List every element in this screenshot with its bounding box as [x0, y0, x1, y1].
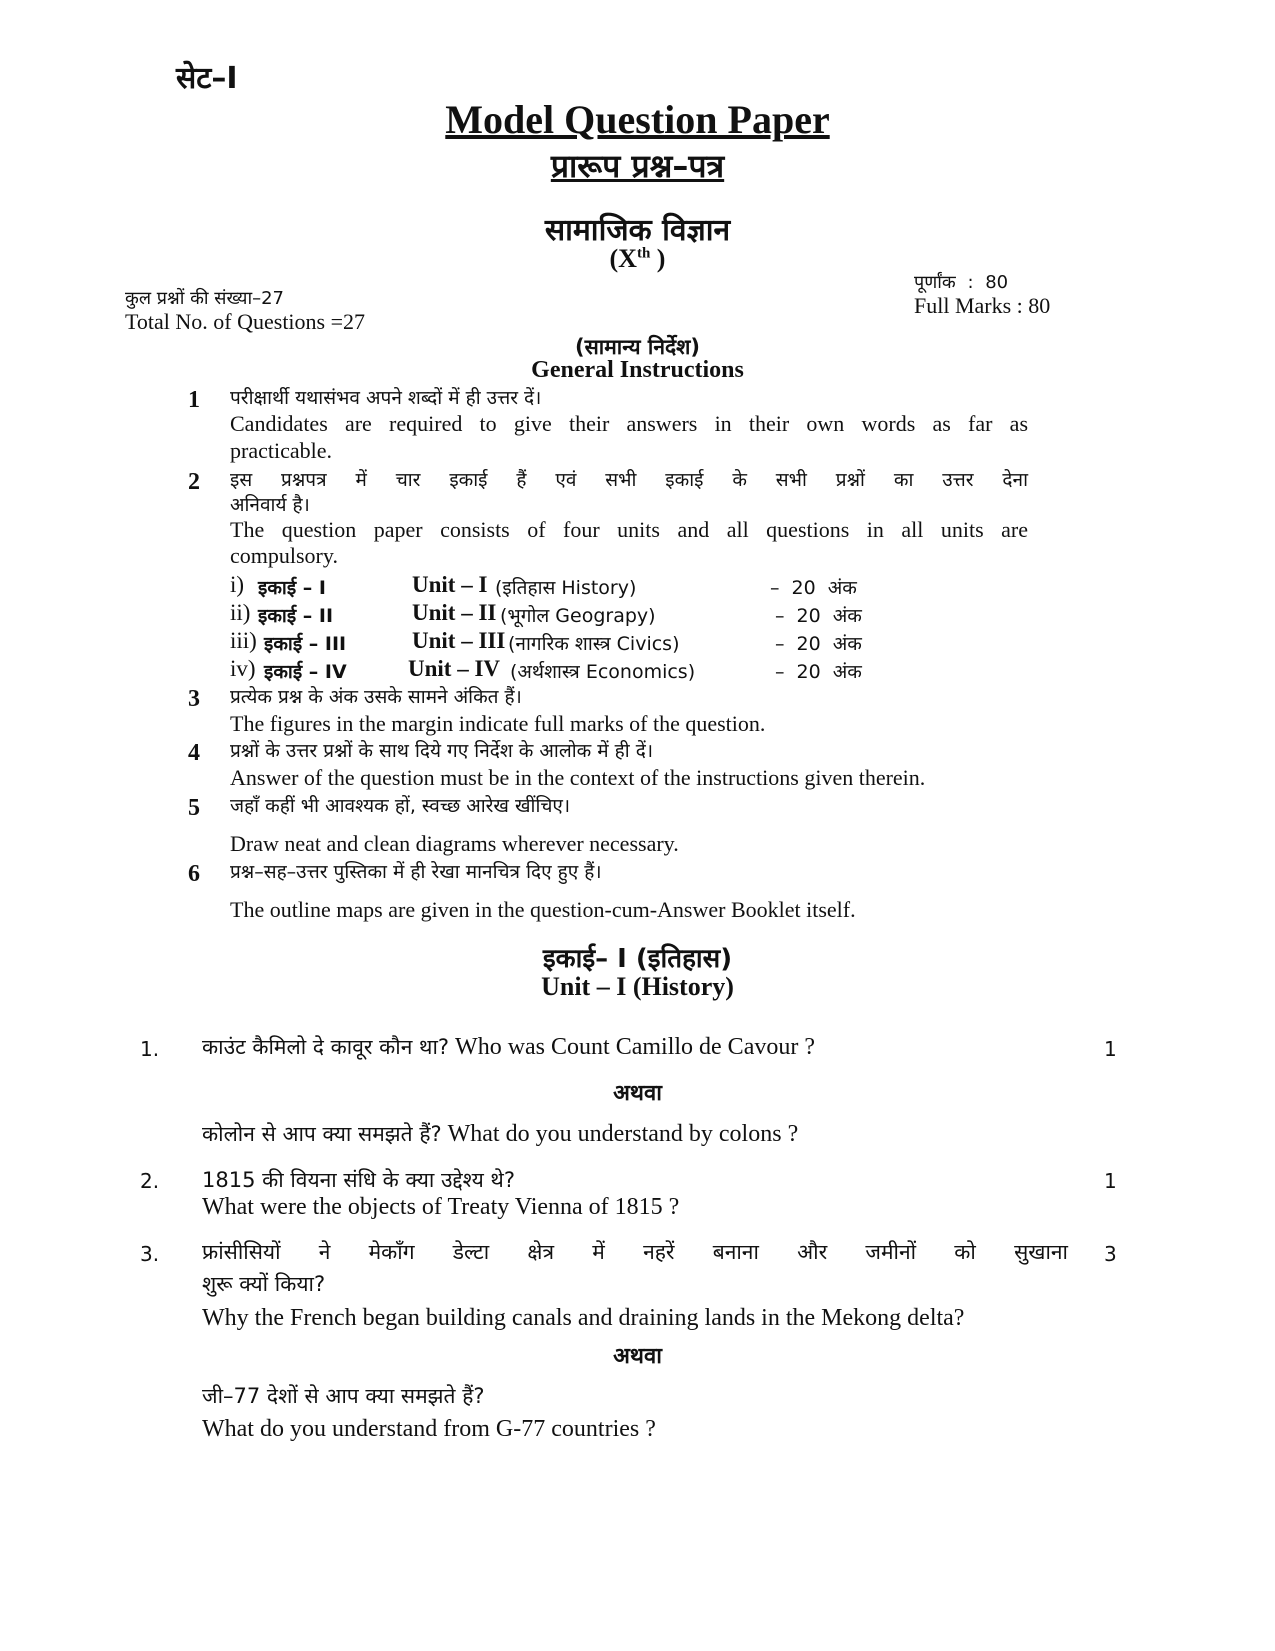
question-english: What were the objects of Treaty Vienna of 1815 ?: [202, 1194, 680, 1220]
set-label: सेट–I: [176, 61, 238, 96]
unit-marks: – 20 अंक: [770, 577, 857, 599]
unit-roman: ii): [230, 600, 251, 625]
question-hindi: फ्रांसीसियों ने मेकाँग डेल्टा क्षेत्र में नहरें बनाना और जमीनों को सुखाना: [202, 1240, 1068, 1264]
unit-subject: (अर्थशास्त्र Economics): [510, 661, 696, 683]
instruction-hindi: प्रश्नों के उत्तर प्रश्नों के साथ दिये गए निर्देश के आलोक में ही दें।: [230, 740, 654, 762]
instruction-english: The figures in the margin indicate full marks of the question.: [230, 711, 766, 736]
question-marks: 1: [1104, 1037, 1117, 1061]
unit-ikai: इकाई – I: [258, 577, 326, 599]
unit-roman: iv): [230, 656, 256, 681]
unit-label: Unit – I: [412, 572, 488, 597]
question-alternative: [202, 1120, 798, 1148]
instruction-number: 4: [188, 740, 200, 766]
instruction-hindi: प्रश्न–सह–उत्तर पुस्तिका में ही रेखा मानचित्र दिए हुए हैं।: [230, 861, 602, 883]
unit-marks: – 20 अंक: [775, 633, 862, 655]
unit-heading-hindi: इकाई– I (इतिहास): [542, 944, 733, 974]
question-hindi: जी–77 देशों से आप क्या समझते हैं?: [202, 1384, 485, 1408]
instruction-english: Draw neat and clean diagrams wherever necessary.: [230, 831, 679, 856]
instruction-number: 3: [188, 686, 200, 712]
instruction-hindi: परीक्षार्थी यथासंभव अपने शब्दों में ही उत्तर दें।: [230, 387, 542, 409]
question-english: Who was Count Camillo de Cavour ?: [455, 1034, 815, 1060]
instructions-heading-hindi: (सामान्य निर्देश): [574, 335, 701, 359]
instruction-english: compulsory.: [230, 543, 338, 568]
instruction-english: The outline maps are given in the question-cum-Answer Booklet itself.: [230, 897, 856, 922]
unit-ikai: इकाई – III: [264, 633, 347, 655]
unit-marks: – 20 अंक: [775, 661, 862, 683]
question-hindi: शुरू क्यों किया?: [202, 1272, 326, 1296]
question-hindi: काउंट कैमिलो दे कावूर कौन था?: [202, 1035, 450, 1059]
unit-subject: (नागरिक शास्त्र Civics): [508, 633, 680, 655]
questions-count-hindi: कुल प्रश्नों की संख्या–27: [125, 288, 285, 309]
class-sup: th: [636, 245, 651, 262]
page-title: [0, 96, 1275, 143]
instruction-hindi: इस प्रश्नपत्र में चार इकाई हैं एवं सभी इकाई के सभी प्रश्नों का उत्तर देना: [230, 469, 1028, 491]
question-english: Why the French began building canals and draining lands in the Mekong delta?: [202, 1305, 965, 1331]
question-hindi: कोलोन से आप क्या समझते हैं?: [202, 1122, 442, 1146]
unit-roman: i): [230, 572, 245, 597]
instruction-number: 1: [188, 387, 200, 413]
instruction-english: The question paper consists of four units and all questions in all units are: [230, 517, 1028, 542]
question-number: 3.: [140, 1242, 160, 1266]
unit-roman: iii): [230, 628, 257, 653]
instruction-english: practicable.: [230, 438, 332, 463]
question-number: 2.: [140, 1169, 160, 1193]
question-hindi: 1815 की वियना संधि के क्या उद्देश्य थे?: [202, 1168, 515, 1192]
question-english: What do you understand by colons ?: [447, 1121, 799, 1147]
instruction-number: 2: [188, 469, 200, 495]
instruction-number: 5: [188, 795, 200, 821]
instruction-number: 6: [188, 861, 200, 887]
unit-label: Unit – IV: [408, 656, 501, 681]
instruction-english: Answer of the question must be in the context of the instructions given therein.: [230, 765, 926, 790]
class-label: [0, 244, 1275, 274]
subject-title: सामाजिक विज्ञान: [544, 213, 731, 248]
unit-label: Unit – III: [412, 628, 506, 653]
class-main: (X: [609, 244, 637, 273]
question-english: What do you understand from G-77 countries ?: [202, 1416, 656, 1442]
unit-ikai: इकाई – II: [258, 605, 334, 627]
page-title-hindi: [0, 144, 1275, 187]
unit-ikai: इकाई – IV: [264, 661, 347, 683]
title-en: Model Question Paper: [445, 97, 830, 142]
questions-count: Total No. of Questions =27: [125, 309, 366, 334]
unit-subject: (भूगोल Geograpy): [500, 605, 656, 627]
unit-marks: – 20 अंक: [775, 605, 862, 627]
unit-heading: Unit – I (History): [541, 972, 734, 1001]
question-marks: 3: [1104, 1242, 1117, 1266]
question-number: 1.: [140, 1037, 160, 1061]
full-marks-hindi: पूर्णांक : 80: [914, 272, 1009, 293]
unit-subject: (इतिहास History): [495, 577, 637, 599]
instruction-hindi: जहाँ कहीं भी आवश्यक हों, स्वच्छ आरेख खींचिए।: [230, 795, 571, 817]
or-label: अथवा: [613, 1344, 662, 1369]
instruction-hindi: अनिवार्य है।: [230, 494, 310, 516]
title-hi: प्रारूप प्रश्न–पत्र: [550, 147, 725, 185]
question-text: [202, 1033, 815, 1061]
or-label: अथवा: [613, 1081, 662, 1106]
instruction-english: Candidates are required to give their answers in their own words as far as: [230, 411, 1028, 436]
instruction-hindi: प्रत्येक प्रश्न के अंक उसके सामने अंकित हैं।: [230, 686, 522, 708]
class-close: ): [650, 244, 666, 273]
unit-label: Unit – II: [412, 600, 497, 625]
instructions-heading: General Instructions: [531, 357, 744, 383]
full-marks: Full Marks : 80: [914, 293, 1051, 318]
question-marks: 1: [1104, 1169, 1117, 1193]
